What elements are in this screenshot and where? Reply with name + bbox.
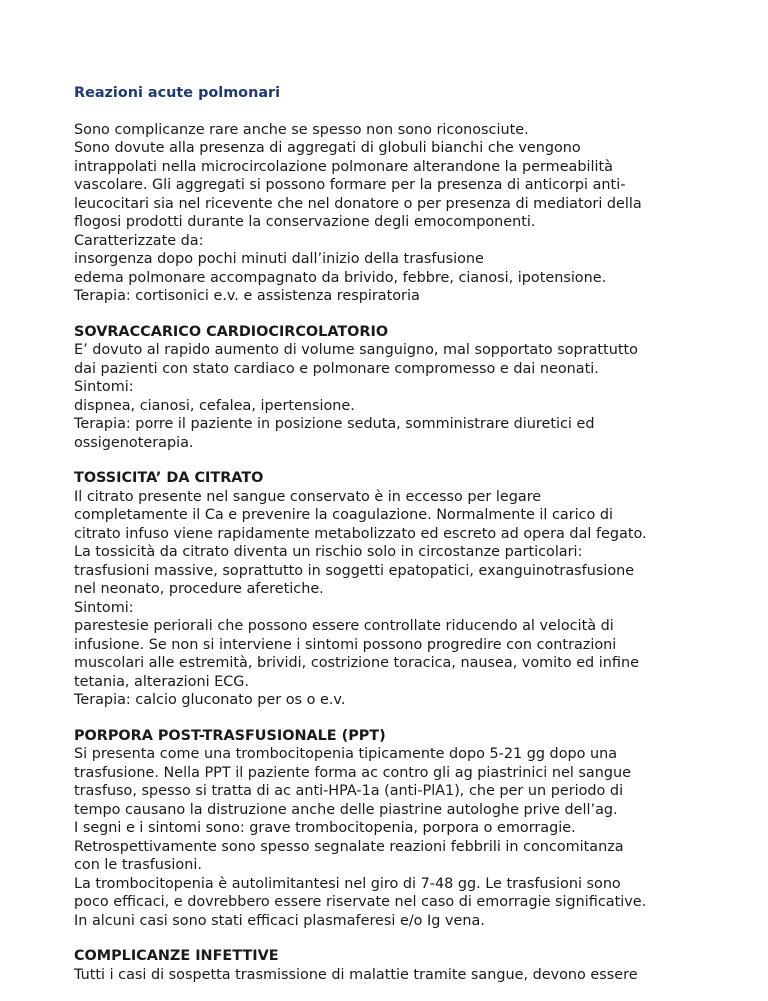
paragraph-line: intrappolati nella microcircolazione polmonare alterandone la permeabilità [74,158,613,175]
paragraph-line: Caratterizzate da: [74,232,204,249]
paragraph-line: Sintomi: [74,599,134,616]
paragraph-line: parestesie periorali che possono essere controllate riducendo al velocità di [74,618,614,634]
paragraph-line: E’ dovuto al rapido aumento di volume sanguigno, mal sopportato soprattutto [74,342,638,358]
paragraph-line: muscolari alle estremità, brividi, costrizione toracica, nausea, vomito ed infine [74,655,639,671]
section-4 [74,947,754,984]
paragraph-line: edema polmonare accompagnato da brivido, febbre, cianosi, ipotensione. [74,269,607,286]
paragraph-line: dai pazienti con stato cardiaco e polmonare compromesso e dai neonati. [74,360,599,377]
paragraph-line: nel neonato, procedure aferetiche. [74,581,324,597]
document-page [74,84,754,1001]
paragraph-line: leucocitari sia nel ricevente che nel donatore o per presenza di mediatori della [74,195,642,212]
paragraph-line: completamente il Ca e prevenire la coagulazione. Normalmente il carico di [74,507,614,523]
paragraph-line: La trombocitopenia è autolimitantesi nel giro di 7-48 gg. Le trasfusioni sono [74,875,621,892]
paragraph-line: I segni e i sintomi sono: grave trombocitopenia, porpora o emorragie. [74,820,576,836]
paragraph-line: Terapia: calcio gluconato per os o e.v. [74,692,346,708]
paragraph-line: La tossicità da citrato diventa un rischio solo in circostanze particolari: [74,544,583,560]
paragraph-line: trasfuso, spesso si tratta di ac anti-HPA-1a (anti-PlA1), che per un periodo di [74,783,624,799]
paragraph-line: trasfusioni massive, soprattutto in soggetti epatopatici, exanguinotrasfusione [74,562,635,579]
document-title: Reazioni acute polmonari [74,85,281,101]
paragraph-line: dispnea, cianosi, cefalea, ipertensione. [74,397,355,414]
paragraph-line: citrato infuso viene rapidamente metabolizzato ed escreto ad opera dal fegato. [74,525,647,542]
section-heading: COMPLICANZE INFETTIVE [74,948,279,964]
section-heading: PORPORA POST-TRASFUSIONALE (PPT) [74,727,386,744]
document-body [74,121,754,985]
section-1 [74,323,754,453]
section-heading: SOVRACCARICO CARDIOCIRCOLATORIO [74,323,389,340]
paragraph-line: Sono dovute alla presenza di aggregati di globuli bianchi che vengono [74,140,581,156]
paragraph-line: Terapia: porre il paziente in posizione seduta, somministrare diuretici ed [74,416,595,432]
paragraph-line: In alcuni casi sono stati efficaci plasmaferesi e/o Ig vena. [74,912,485,929]
section-heading: TOSSICITA’ DA CITRATO [74,470,264,486]
paragraph-line: vascolare. Gli aggregati si possono formare per la presenza di anticorpi anti- [74,177,626,193]
paragraph-line: trasfusione. Nella PPT il paziente forma ac contro gli ag piastrinici nel sangue [74,764,631,781]
paragraph-line: Terapia: cortisonici e.v. e assistenza respiratoria [74,288,420,304]
paragraph-line: tetania, alterazioni ECG. [74,673,250,690]
paragraph-line: Sintomi: [74,379,134,395]
section-2 [74,469,754,710]
paragraph-line: tempo causano la distruzione anche delle piastrine autologhe prive dell’ag. [74,801,618,818]
section-3 [74,727,754,931]
paragraph-line: Sono complicanze rare anche se spesso non sono riconosciute. [74,121,529,138]
section-0 [74,121,754,306]
paragraph-line: poco efficaci, e dovrebbero essere riservate nel caso di emorragie significative. [74,894,647,910]
paragraph-line: Il citrato presente nel sangue conservato è in eccesso per legare [74,488,542,505]
paragraph-line: Retrospettivamente sono spesso segnalate reazioni febbrili in concomitanza [74,838,624,855]
paragraph-line: ossigenoterapia. [74,434,194,451]
paragraph-line: flogosi prodotti durante la conservazione degli emocomponenti. [74,214,536,230]
paragraph-line: Si presenta come una trombocitopenia tipicamente dopo 5-21 gg dopo una [74,746,618,762]
paragraph-line: insorgenza dopo pochi minuti dall’inizio della trasfusione [74,251,484,267]
paragraph-line: infusione. Se non si interviene i sintomi possono progredire con contrazioni [74,636,617,653]
paragraph-line: con le trasfusioni. [74,857,202,873]
paragraph-line: Tutti i casi di sospetta trasmissione di malattie tramite sangue, devono essere [74,966,638,983]
